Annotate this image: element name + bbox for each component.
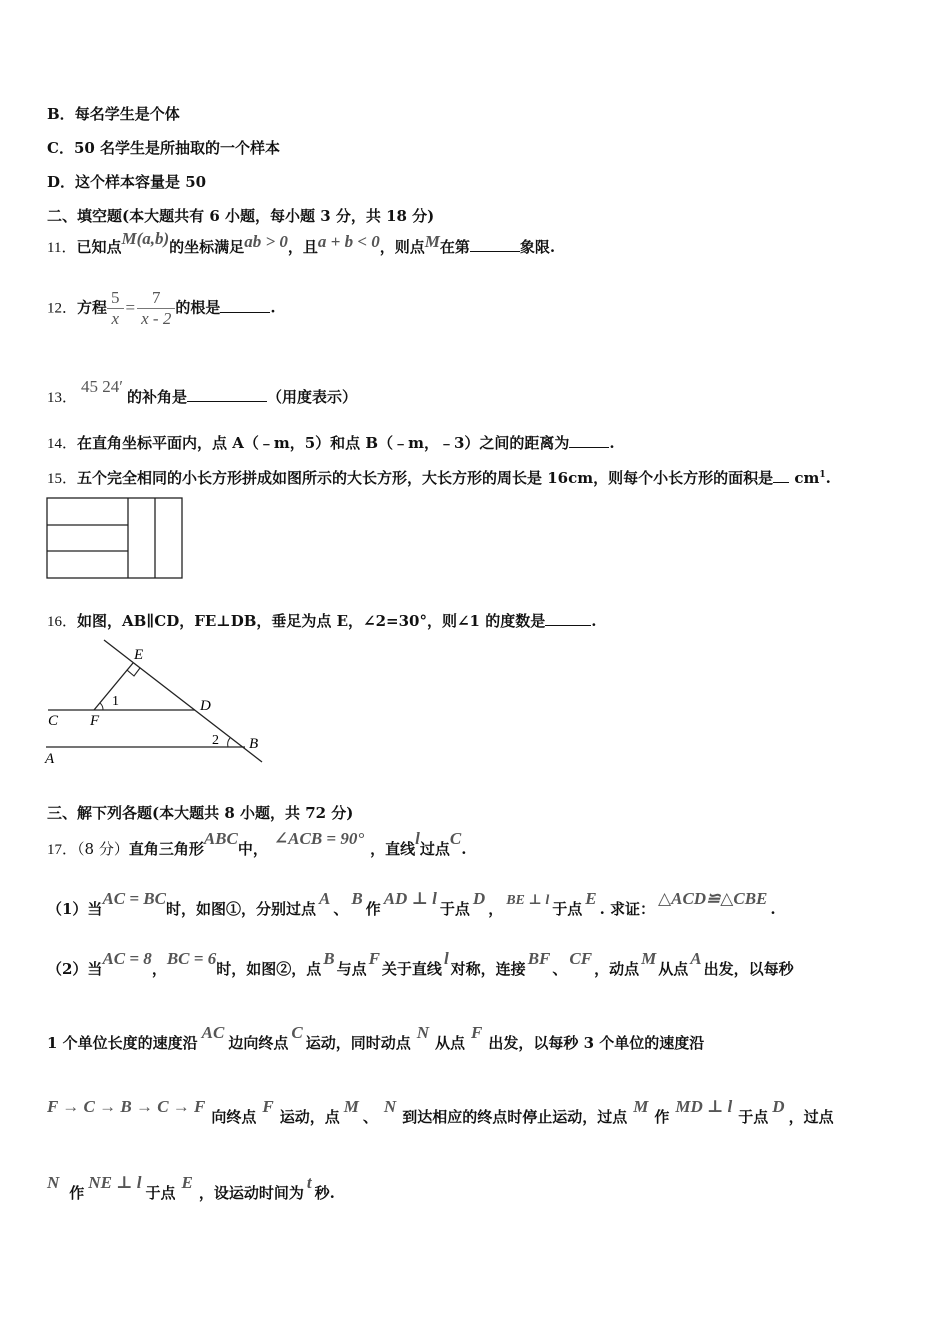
text: ，且 [287,238,318,256]
numerator: 5 [107,288,124,309]
question-14 [47,432,615,453]
option-c [47,137,280,158]
text: 已知点 [76,238,122,256]
math: B [323,949,335,968]
text: 、 [333,900,349,918]
math: N [47,1173,60,1192]
question-16 [47,610,596,631]
math: AC [201,1023,225,1042]
answer-blank[interactable] [545,611,591,626]
math: B [351,889,363,908]
question-number: 14． [47,436,78,452]
question-17 [47,829,467,859]
fraction [107,288,124,329]
text: ， [151,960,167,978]
text: 于点 [552,900,583,918]
math: △ACD≌△CBE [658,889,768,908]
text: 于点 [439,900,470,918]
text: 、 [552,960,568,978]
text: . [770,900,776,918]
question-11 [47,229,556,257]
angle1-arc [100,703,103,710]
math: l [443,949,449,968]
text: 中， [237,840,268,858]
math: M [121,229,137,248]
math: t [306,1173,312,1192]
text: ， [488,900,504,918]
text: （2）当 [47,960,103,978]
math: M [633,1097,649,1116]
text: . [825,469,831,487]
denominator: x - 2 [141,309,172,328]
text: . [461,840,467,858]
math: E [585,889,597,908]
text: 象限. [519,238,556,256]
text: 五个完全相同的小长方形拼成如图所示的大长方形，大长方形的周长是 16cm，则每个小长方形的面积是 [77,469,774,487]
question-number: 15． [47,471,78,487]
fraction [137,288,175,329]
text: ，直线 [370,840,416,858]
line-db [104,640,262,762]
math: BC = 6 [166,949,217,968]
label-f: F [90,713,100,729]
text: 与点 [336,960,367,978]
math: ABC [203,829,238,848]
text: （1）当 [47,900,103,918]
text: . 求证： [599,900,656,918]
math: M [641,949,657,968]
text: 出发，以每秒 [703,960,794,978]
label-angle-1: 1 [112,694,119,709]
answer-blank[interactable] [220,298,270,313]
superscript: 1 [819,470,826,480]
math: F → C → B → C → F [47,1097,206,1116]
question-number: 17． [47,842,78,858]
option-letter: D． [47,173,76,191]
math: F [471,1023,483,1042]
text: 秒. [314,1184,335,1202]
math: (a,b) [136,229,170,248]
text: 、 [362,1108,378,1126]
math: N [416,1023,430,1042]
math: E [181,1173,193,1192]
math: l [415,829,420,848]
question-number: 11． [47,240,77,256]
text: . [591,612,597,630]
right-angle-mark [127,668,140,676]
text: 如图，AB∥CD，FE⊥DB，垂足为点 E，∠2=30°，则∠1 的度数是 [77,612,546,630]
rectangles-figure [46,497,186,581]
text: 关于直线 [381,960,442,978]
text: ，过点 [788,1108,834,1126]
question-12 [47,288,276,329]
text: 从点 [435,1034,466,1052]
label-c: C [48,713,59,729]
math: MD ⊥ l [675,1097,733,1116]
numerator: 7 [137,288,175,309]
text: 1 个单位长度的速度沿 [47,1034,198,1052]
option-text: 这个样本容量是 50 [75,173,207,191]
label-d: D [200,698,211,714]
question-number: 12． [47,300,78,317]
option-letter: C． [47,139,74,157]
text: . [609,434,615,452]
text: 于点 [145,1184,176,1202]
question-15 [47,467,831,488]
math: D [772,1097,785,1116]
option-d [47,171,206,192]
option-letter: B． [47,105,75,123]
option-text: 50 名学生是所抽取的一个样本 [73,139,281,157]
math: 45 24′ [81,377,123,396]
q17-part3 [47,1023,705,1053]
text: 向终点 [211,1108,257,1126]
equals: = [125,297,136,317]
option-b [47,103,180,124]
math: a + b < 0 [317,232,380,251]
math: AD ⊥ l [383,889,437,908]
question-number: 16． [47,614,78,630]
question-number: 13． [47,390,78,406]
math: D [472,889,486,908]
math: AC = 8 [102,949,152,968]
math: M [343,1097,359,1116]
math: M [424,232,440,251]
text: 在第 [439,238,470,256]
answer-blank[interactable] [773,468,789,483]
big-rectangle [47,498,182,578]
geometry-figure [40,636,270,770]
text: ，动点 [594,960,640,978]
answer-blank[interactable] [187,387,267,402]
option-text: 每名学生是个体 [74,105,180,123]
text: 作 [69,1184,85,1202]
label-a: A [45,751,55,767]
text: 的坐标满足 [169,238,245,256]
text: 时，如图②，点 [216,960,322,978]
answer-blank[interactable] [470,237,520,252]
text: 作 [654,1108,670,1126]
math: A [319,889,331,908]
answer-blank[interactable] [569,433,609,448]
q17-part4 [47,1097,834,1127]
math: AC = BC [102,889,166,908]
angle2-arc [228,738,230,747]
question-13 [47,377,358,407]
text: 出发，以每秒 3 个单位的速度沿 [488,1034,705,1052]
label-e: E [134,647,144,663]
text: （用度表示） [267,388,358,406]
math: C [449,829,462,848]
text: 在直角坐标平面内，点 A（﹣m，5）和点 B（﹣m，﹣3）之间的距离为 [77,434,570,452]
text: ，设运动时间为 [198,1184,304,1202]
math: N [383,1097,397,1116]
text: 方程 [77,298,108,317]
math: BF [527,949,551,968]
text: 运动，同时动点 [305,1034,411,1052]
text: 从点 [658,960,689,978]
text: 运动，点 [279,1108,340,1126]
math: ∠ACB = 90° [273,829,365,848]
text: 对称，连接 [450,960,526,978]
text: 边向终点 [228,1034,289,1052]
math: CF [569,949,593,968]
text: 直角三角形 [128,840,204,858]
text: ，则点 [379,238,425,256]
unit: cm [794,469,820,487]
label-angle-2: 2 [212,733,219,748]
text: 于点 [738,1108,769,1126]
text: 作 [365,900,381,918]
q17-part1 [47,889,776,919]
score: （8 分） [77,840,129,858]
math: NE ⊥ l [88,1173,142,1192]
math: F [262,1097,274,1116]
math: BE ⊥ l [506,893,550,908]
text: 到达相应的终点时停止运动，过点 [402,1108,628,1126]
section3-heading: 三、解下列各题(本大题共 8 小题，共 72 分) [47,804,354,822]
math: F [368,949,380,968]
section2-heading: 二、填空题(本大题共有 6 小题，每小题 3 分，共 18 分) [47,207,435,225]
text: . [270,298,276,317]
label-b: B [249,736,259,752]
text: 时，如图①，分别过点 [165,900,316,918]
q17-part5 [47,1173,335,1203]
text: 过点 [419,840,450,858]
text: 的补角是 [126,388,187,406]
math: A [690,949,702,968]
q17-part2 [47,949,794,979]
denominator: x [111,309,120,328]
text: 的根是 [175,298,221,317]
math: ab > 0 [244,232,288,251]
math: C [291,1023,303,1042]
